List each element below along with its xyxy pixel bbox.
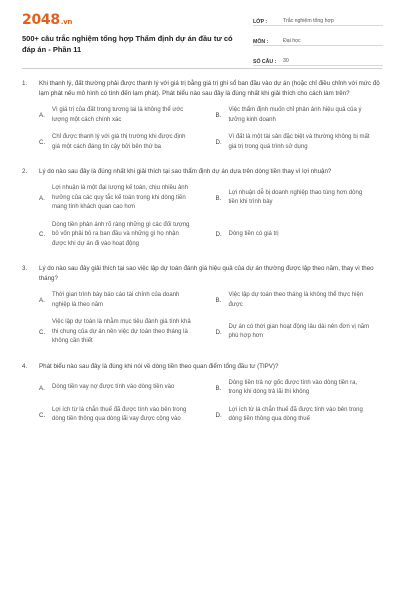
- option-text: Vì giá trị của đất trong tương lai là không thể ước lượng một cách chính xác: [52, 107, 184, 123]
- option-a[interactable]: [39, 379, 208, 398]
- question-1: [22, 79, 384, 160]
- meta-value: 30: [283, 58, 289, 64]
- option-c[interactable]: [39, 406, 208, 425]
- meta-row-count: [253, 53, 383, 66]
- option-text: Dòng tiền vay nợ được tính vào dòng tiền vào: [52, 384, 175, 391]
- question-number: 3.: [22, 265, 28, 272]
- option-c[interactable]: [39, 133, 208, 152]
- option-b[interactable]: [216, 379, 385, 398]
- document-title: 500+ câu trắc nghiệm tổng hợp Thẩm định dự án đầu tư có đáp án - Phần 11: [22, 34, 233, 54]
- option-letter: D.: [215, 139, 222, 146]
- meta-label: LỚP :: [253, 19, 268, 25]
- option-a[interactable]: [39, 106, 208, 125]
- option-c[interactable]: [39, 318, 208, 347]
- meta-row-subject: [253, 33, 383, 46]
- question-4: [22, 362, 384, 433]
- meta-label: MÔN :: [253, 39, 269, 45]
- option-text: Dòng tiền phản ánh rõ ràng những gì các đối tượng bỏ vốn phải bỏ ra ban đầu và những gì họ nhận được khi dự án đi vào hoạt động: [52, 221, 190, 247]
- option-b[interactable]: [216, 106, 385, 125]
- option-letter: D.: [215, 231, 222, 239]
- question-text: Lý do nào sau đây giải thích tại sao việc lập dự toán đánh giá hiệu quả của dự án thường được lập theo năm, thay vì theo tháng?: [39, 265, 374, 282]
- logo-main: 2048: [22, 12, 60, 28]
- question-stem: [22, 79, 384, 99]
- meta-label: SỐ CÂU :: [253, 59, 277, 65]
- option-letter: C.: [39, 231, 46, 239]
- question-number: 1.: [22, 80, 28, 87]
- option-grid: [39, 184, 384, 257]
- question-text: Lý do nào sau đây là đúng nhất khi giải thích tại sao thẩm định dự án dựa trên dòng tiền thay vì lợi nhuận?: [39, 168, 332, 175]
- option-text: Chỉ được thanh lý với giá thị trường khi được định giá một cách đáng tin cậy bởi bên thứ ba: [52, 134, 186, 150]
- option-text: Vì đất là một tài sản đặc biệt và thường không bị mất giá trị trong quá trình sử dụng: [228, 134, 370, 150]
- option-text: Dự án có thời gian hoạt động lâu dài nên đơn vị năm phù hợp hơn: [228, 323, 370, 340]
- option-letter: C.: [39, 139, 46, 146]
- option-letter: A.: [39, 384, 45, 392]
- document-meta: [253, 13, 383, 73]
- option-d[interactable]: [216, 133, 385, 152]
- question-stem: [22, 362, 384, 372]
- question-number: 2.: [22, 168, 28, 175]
- option-text: Dòng tiền trả nợ gốc được tính vào dòng tiền ra, trong khi dòng trả lãi thì không: [228, 379, 358, 395]
- meta-row-class: [253, 13, 383, 26]
- option-d[interactable]: [216, 221, 385, 250]
- option-d[interactable]: [216, 406, 385, 425]
- option-letter: C.: [39, 328, 46, 336]
- document-header: [0, 0, 400, 66]
- logo-tld: .vn: [60, 18, 73, 26]
- question-stem: [22, 264, 384, 284]
- question-2: [22, 167, 384, 257]
- option-letter: C.: [39, 411, 46, 419]
- option-b[interactable]: [216, 184, 385, 213]
- option-grid: [39, 379, 384, 433]
- option-letter: D.: [215, 328, 222, 336]
- option-grid: [39, 106, 384, 160]
- option-d[interactable]: [216, 318, 385, 347]
- question-number: 4.: [22, 362, 28, 370]
- option-grid: [39, 291, 384, 355]
- option-text: Lợi ích từ lá chắn thuế đã được tính vào bên trong dòng tiền thông qua dòng thuế: [228, 406, 363, 422]
- option-text: Lợi ích từ lá chắn thuế đã được tính vào bên trong dòng tiền thông qua dòng lãi vay được cộng vào: [52, 406, 187, 422]
- option-letter: A.: [39, 112, 45, 119]
- question-text: Khi thanh lý, đất thường phải được thanh lý với giá trị bằng giá trị ghi sổ ban đầu vào dự án (hoặc chỉ điều chỉnh với mức độ lạm phát nếu mô hình có tính đến lạm phát). Phát biểu nào sau đây là đúng nhất khi giải thích cho cách làm trên?: [39, 80, 380, 97]
- option-a[interactable]: [39, 184, 208, 213]
- option-letter: A.: [39, 194, 45, 202]
- option-text: Việc lập dự toán là nhằm mục tiêu đánh giá tính khả thi chung của dự án nên việc dự toán theo tháng là không cần thiết: [52, 319, 191, 344]
- meta-value: Trắc nghiệm tổng hợp: [283, 18, 334, 24]
- option-c[interactable]: [39, 221, 208, 250]
- option-letter: B.: [215, 384, 222, 392]
- option-text: Dòng tiền có giá trị: [228, 231, 279, 237]
- option-text: Lợi nhuận dễ bị doanh nghiệp thao túng hơn dòng tiền khi trình bày: [228, 189, 363, 206]
- option-a[interactable]: [39, 291, 208, 310]
- question-list: [22, 79, 384, 433]
- option-text: Việc lập dự toán theo tháng là không thể thực hiện được: [228, 292, 364, 308]
- option-b[interactable]: [216, 291, 385, 310]
- header-divider: [22, 68, 382, 69]
- question-text: Phát biểu nào sau đây là đúng khi nói về dòng tiền theo quan điểm tổng đầu tư (TIPV)?: [39, 362, 279, 370]
- option-text: Lợi nhuận là một đại lượng kế toán, chịu nhiều ảnh hưởng của các quy tắc kế toán trong khi dòng tiền mang tính khách quan cao hơn: [52, 185, 188, 210]
- option-text: Việc thẩm định muốn chỉ phản ảnh hiệu quả của ý tưởng kinh doanh: [228, 107, 362, 123]
- meta-value: Đại học: [283, 38, 301, 44]
- option-letter: B.: [215, 297, 222, 304]
- option-text: Thời gian trình bày báo cáo tài chính của doanh nghiệp là theo năm: [52, 292, 180, 308]
- question-3: [22, 264, 384, 355]
- option-letter: A.: [39, 297, 45, 304]
- option-letter: D.: [215, 411, 222, 419]
- option-letter: B.: [215, 112, 222, 119]
- question-stem: [22, 167, 384, 177]
- option-letter: B.: [215, 194, 222, 202]
- site-logo[interactable]: [22, 12, 72, 28]
